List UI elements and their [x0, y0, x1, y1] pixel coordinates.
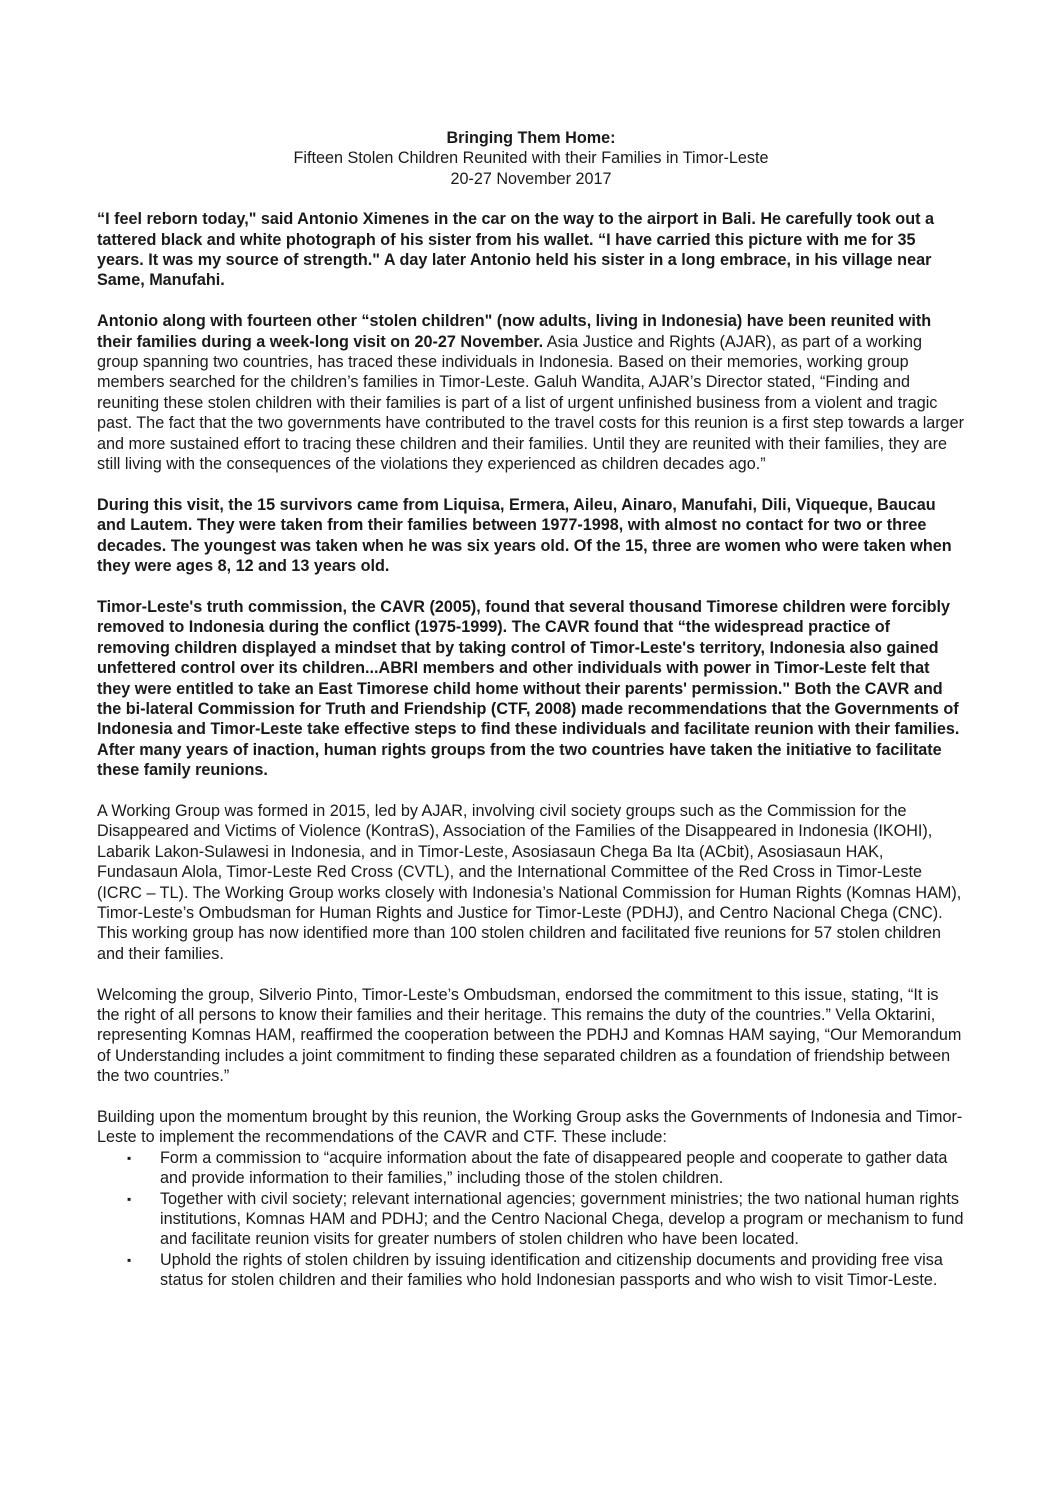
document-title: Bringing Them Home:: [446, 129, 616, 147]
paragraph-reunion-body: Asia Justice and Rights (AJAR), as part of a working group spanning two countries, has traced these individuals in Indonesia. Based on their memories, working group members searched for the children’s families in Timor-Leste. Galuh Wandita, AJAR’s Director stated, “Finding and reuniting these stolen children with their families is part of a list of urgent unfinished business from a violent and tragic past. The fact that the two governments have contributed to the travel costs for this reunion is a first step towards a larger and more sustained effort to tracing these children and their families. Until they are reunited with their families, they are still living with the consequences of the violations they experienced as children decades ago.”: [97, 332, 965, 474]
document-header: [97, 128, 965, 189]
paragraph-ombudsman: Welcoming the group, Silverio Pinto, Timor-Leste’s Ombudsman, endorsed the commitment to this issue, stating, “It is the right of all persons to know their families and their heritage. This remains the duty of the countries.” Vella Oktarini, representing Komnas HAM, reaffirmed the cooperation between the PDHJ and Komnas HAM saying, “Our Memorandum of Understanding includes a joint commitment to finding these separated children as a foundation of friendship between the two countries.”: [97, 985, 962, 1086]
list-item: ▪ Uphold the rights of stolen children by issuing identification and citizenship documents and providing free visa status for stolen children and their families who hold Indonesian passports and who wish to visit Timor-Leste.: [160, 1250, 965, 1291]
paragraph-reunion-overview: [97, 311, 965, 474]
paragraph-truth-commission: Timor-Leste's truth commission, the CAVR (2005), found that several thousand Timorese children were forcibly removed to Indonesia during the conflict (1975-1999). The CAVR found that “the widespread practice of removing children displayed a mindset that by taking control of Timor-Leste's territory, Indonesia also gained unfettered control over its children...ABRI members and other individuals with power in Timor-Leste felt that they were entitled to take an East Timorese child home without their parents' permission." Both the CAVR and the bi-lateral Commission for Truth and Friendship (CTF, 2008) made recommendations that the Governments of Indonesia and Timor-Leste take effective steps to find these individuals and facilitate reunion with their families. After many years of inaction, human rights groups from the two countries have taken the initiative to facilitate these family reunions.: [97, 597, 960, 780]
paragraph-working-group: A Working Group was formed in 2015, led by AJAR, involving civil society groups such as the Commission for the Disappeared and Victims of Violence (KontraS), Association of the Families of the Disappeared in Indonesia (IKOHI), Labarik Lakon-Sulawesi in Indonesia, and in Timor-Leste, Asosiasaun Chega Ba Ita (ACbit), Asosiasaun HAK, Fundasaun Alola, Timor-Leste Red Cross (CVTL), and the International Committee of the Red Cross in Timor-Leste (ICRC – TL). The Working Group works closely with Indonesia’s National Commission for Human Rights (Komnas HAM), Timor-Leste’s Ombudsman for Human Rights and Justice for Timor-Leste (PDHJ), and Centro Nacional Chega (CNC). This working group has now identified more than 100 stolen children and facilitated five reunions for 57 stolen children and their families.: [97, 801, 962, 963]
paragraph-recommendations-intro: Building upon the momentum brought by this reunion, the Working Group asks the Governments of Indonesia and Timor-Leste to implement the recommendations of the CAVR and CTF. These include:: [97, 1108, 963, 1147]
recommendations-list: [97, 1148, 965, 1291]
document-page: [97, 128, 965, 1291]
list-item: ▪ Form a commission to “acquire information about the fate of disappeared people and cooperate to gather data and provide information to their families,” including those of the stolen children.: [160, 1148, 965, 1189]
document-subtitle: Fifteen Stolen Children Reunited with their Families in Timor-Leste: [293, 149, 769, 168]
paragraph-antonio-quote: “I feel reborn today," said Antonio Ximenes in the car on the way to the airport in Bali. He carefully took out a tattered black and white photograph of his sister from his wallet. “I have carried this picture with me for 35 years. It was my source of strength." A day later Antonio held his sister in a long embrace, in his village near Same, Manufahi.: [97, 210, 934, 290]
paragraph-reunion-lead: Antonio along with fourteen other “stolen children" (now adults, living in Indonesia) have been reunited with their families during a week-long visit on 20-27 November.: [97, 312, 932, 351]
paragraph-survivors: During this visit, the 15 survivors came from Liquisa, Ermera, Aileu, Ainaro, Manufahi, Dili, Viqueque, Baucau and Lautem. They were taken from their families between 1977-1998, with almost no contact for two or three decades. The youngest was taken when he was six years old. Of the 15, three are women who were taken when they were ages 8, 12 and 13 years old.: [97, 495, 952, 576]
document-date: 20-27 November 2017: [450, 169, 612, 188]
list-item: ▪ Together with civil society; relevant international agencies; government ministries; the two national human rights institutions, Komnas HAM and PDHJ; and the Centro Nacional Chega, develop a program or mechanism to fund and facilitate reunion visits for greater numbers of stolen children who have been located.: [160, 1189, 965, 1250]
